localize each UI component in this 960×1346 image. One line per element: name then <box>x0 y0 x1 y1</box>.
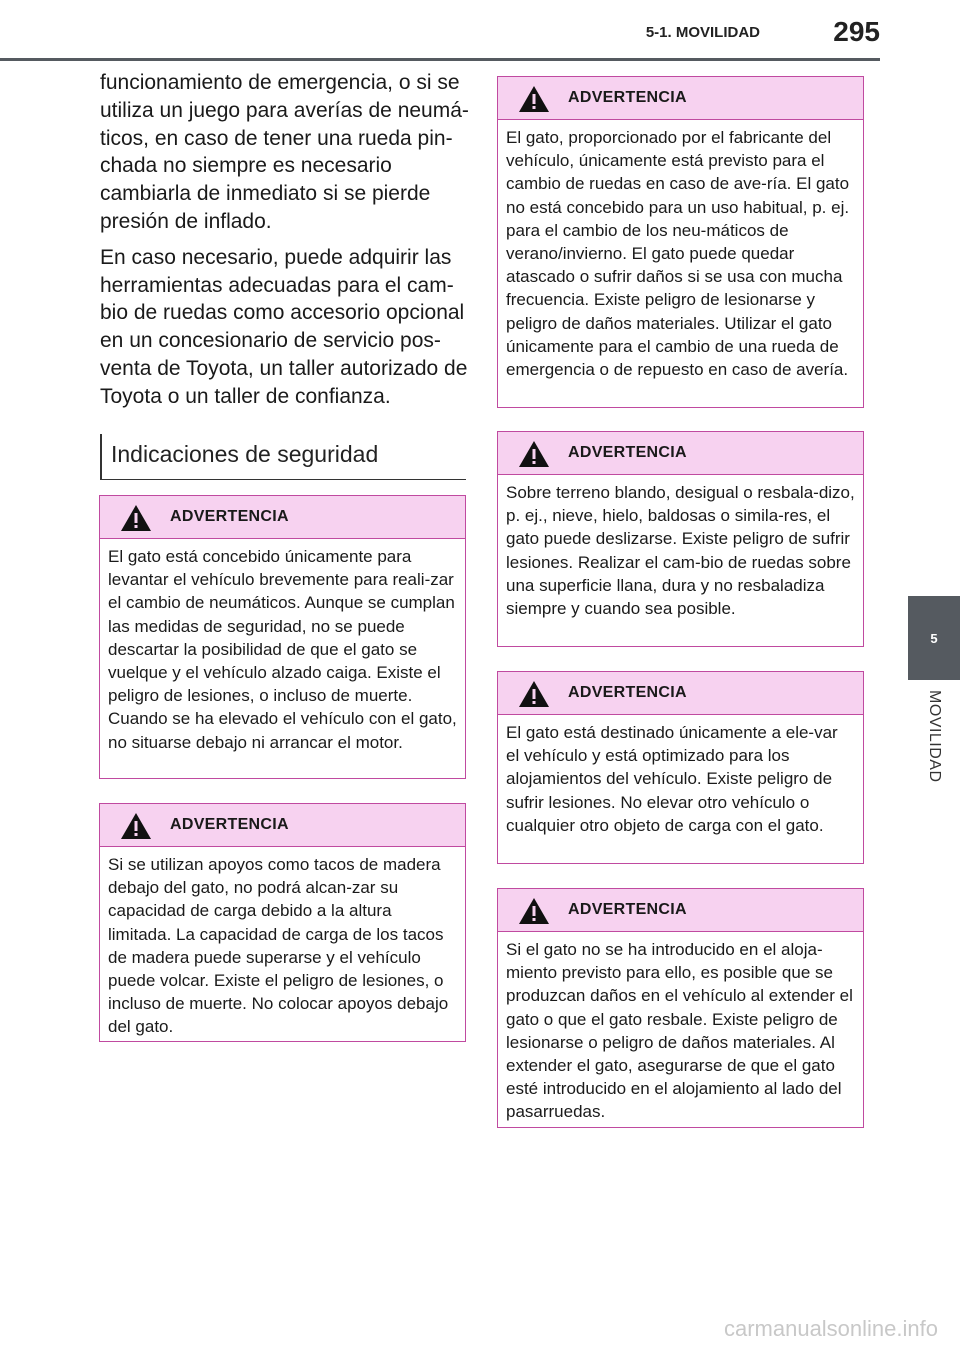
warning-header <box>498 77 863 120</box>
watermark: carmanualsonline.info <box>723 1316 938 1341</box>
warning-title: ADVERTENCIA <box>568 684 687 701</box>
warning-header <box>498 432 863 475</box>
header-divider <box>0 58 880 61</box>
warning-text: El gato está concebido únicamente para levantar el vehículo brevemente para reali-zar el cambio de neumáticos. Aunque se cumplan las medidas de seguridad, no se puede descartar la posibilidad de que el gato se vuelque y el vehículo alzado caiga. Existe el peligro de lesiones, o incluso de muerte. Cuando se ha elevado el vehículo con el gato, no situarse debajo ni arrancar el motor. <box>108 547 457 752</box>
warning-text: El gato, proporcionado por el fabricante del vehículo, únicamente está previsto para el cambio de ruedas en caso de ave-ría. El gato no está concebido para un uso habitual, p. ej. para el cambio de los neu-máticos de verano/invierno. El gato puede quedar atascado o sufrir daños si se usa con mucha frecuencia. Existe peligro de lesionarse y peligro de daños materiales. Utilizar el gato únicamente para el cambio de una rueda de emergencia o de repuesto en caso de avería. <box>506 128 850 380</box>
warning-header <box>100 496 465 539</box>
warning-text: Sobre terreno blando, desigual o resbala-dizo, p. ej., nieve, hielo, baldosas o simila-res, el gato puede deslizarse. Existe peligro de sufrir lesiones. Realizar el cam-bio de ruedas sobre una superficie llana, dura y no resbaladiza siempre y cuando sea posible. <box>506 483 855 619</box>
warning-triangle-icon <box>518 897 550 925</box>
warning-header <box>498 889 863 932</box>
warning-title: ADVERTENCIA <box>568 444 687 461</box>
warning-title: ADVERTENCIA <box>170 508 289 525</box>
page-number: 295 <box>833 16 880 47</box>
chapter-number: 5 <box>930 630 938 646</box>
paragraph: En caso necesario, puede adquirir las herramientas adecuadas para el cam-bio de ruedas como accesorio opcional en un concesionario de servicio pos-venta de Toyota, un taller autorizado de Toyota o un taller de confianza. <box>100 245 468 408</box>
warning-title: ADVERTENCIA <box>170 816 289 833</box>
warning-text: Si el gato no se ha introducido en el aloja-miento previsto para ello, es posible que se produzcan daños en el vehículo al extender el gato o que el gato resbale. Existe peligro de lesionarse o peligro de daños materiales. Al extender el gato, asegurarse de que el gato esté introducido en el alojamiento al lado del pasarruedas. <box>506 940 853 1122</box>
section-title: 5-1. MOVILIDAD <box>645 24 760 41</box>
warning-box <box>99 495 466 779</box>
warning-triangle-icon <box>518 440 550 468</box>
warning-header <box>100 804 465 847</box>
intro-text <box>100 69 470 419</box>
paragraph: funcionamiento de emergencia, o si se utiliza un juego para averías de neumá-ticos, en caso de tener una rueda pin-chada no siempre es necesario cambiarla de inmediato si se pierde presión de inflado. <box>100 71 469 233</box>
warning-header <box>498 672 863 715</box>
warning-triangle-icon <box>120 504 152 532</box>
chapter-label <box>908 690 960 810</box>
warning-box <box>497 431 864 647</box>
warning-triangle-icon <box>120 812 152 840</box>
warning-box <box>497 671 864 864</box>
chapter-tab[interactable] <box>908 596 960 680</box>
warning-title: ADVERTENCIA <box>568 901 687 918</box>
warning-triangle-icon <box>518 85 550 113</box>
warning-title: ADVERTENCIA <box>568 89 687 106</box>
warning-text: El gato está destinado únicamente a ele-var el vehículo y está optimizado para los alojamientos del vehículo. Existe peligro de sufrir lesiones. No elevar otro vehículo o cualquier otro objeto de carga con el gato. <box>506 723 838 835</box>
chapter-label-text: MOVILIDAD <box>926 690 943 783</box>
section-heading <box>100 434 466 480</box>
warning-text: Si se utilizan apoyos como tacos de madera debajo del gato, no podrá alcan-zar su capacidad de carga debido a la altura limitada. La capacidad de carga de los tacos de madera puede superarse y el vehículo puede volcar. Existe el peligro de lesiones, o incluso de muerte. No colocar apoyos debajo del gato. <box>108 855 449 1037</box>
warning-box <box>497 888 864 1128</box>
warning-box <box>99 803 466 1042</box>
warning-triangle-icon <box>518 680 550 708</box>
section-heading-text: Indicaciones de seguridad <box>111 441 379 467</box>
warning-box <box>497 76 864 408</box>
